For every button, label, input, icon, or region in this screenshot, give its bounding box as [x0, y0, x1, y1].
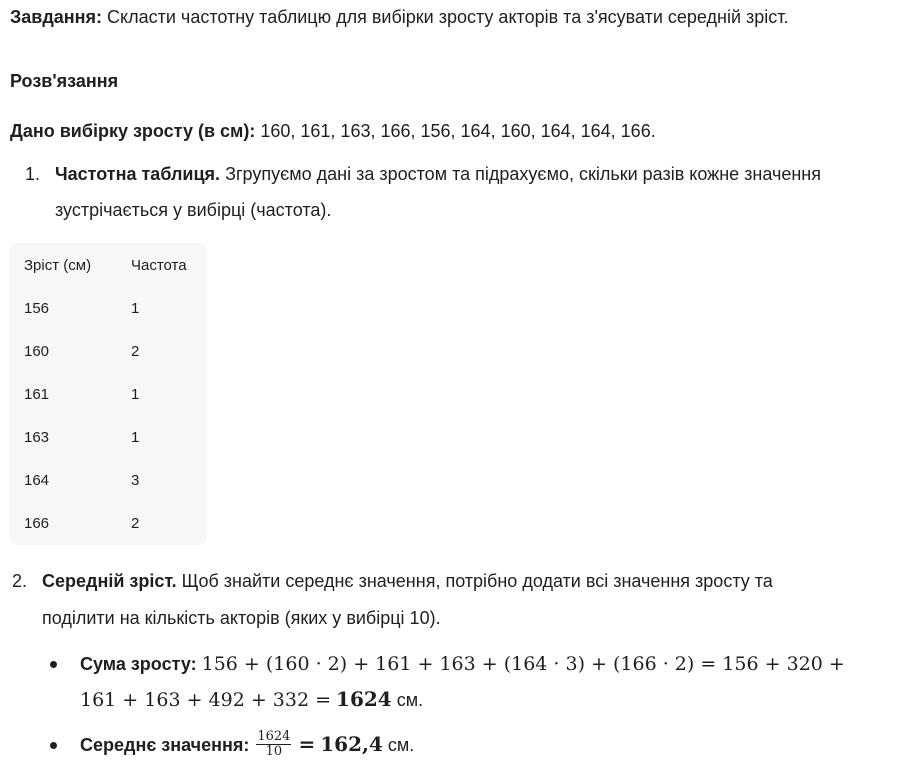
mean-equals: =: [298, 732, 316, 756]
table-cell-frequency: 3: [131, 472, 140, 489]
given-line: [10, 118, 656, 144]
step2-line1: [42, 568, 773, 594]
step2-text-1: Щоб знайти середнє значення, потрібно додати всі значення зросту та: [181, 571, 773, 591]
table-cell-height: 164: [24, 472, 50, 489]
sum-formula-2: 161 + 163 + 492 + 332 =: [80, 689, 332, 711]
table-cell-height: 160: [24, 343, 50, 360]
bullet-dot: [50, 661, 57, 668]
sum-label: Сума зросту:: [80, 654, 197, 674]
given-values: 160, 161, 163, 166, 156, 164, 160, 164, 164, 166.: [260, 121, 656, 141]
solution-heading: Розв'язання: [10, 71, 119, 91]
mean-result: 162,4: [320, 732, 383, 756]
step1-number: 1.: [25, 164, 41, 184]
table-cell-height: 166: [24, 515, 50, 532]
table-cell-frequency: 1: [131, 429, 140, 446]
table-cell-frequency: 1: [131, 386, 140, 403]
bullet-dot: [50, 742, 57, 749]
step2-text-2: поділити на кількість акторів (яких у вибірці 10).: [42, 608, 441, 628]
task-line: [10, 4, 789, 30]
frequency-table: [10, 243, 207, 545]
sum-line1: [80, 651, 845, 677]
table-cell-frequency: 2: [131, 515, 140, 532]
table-cell-frequency: 1: [131, 300, 140, 317]
task-text: Скласти частотну таблицю для вибірки зросту акторів та з'ясувати середній зріст.: [107, 7, 789, 27]
sum-result: 1624: [336, 687, 392, 711]
mean-fraction: [256, 730, 291, 759]
table-header-height: Зріст (см): [24, 257, 92, 274]
fraction-numerator: 1624: [257, 728, 291, 744]
step1-text-1: Згрупуємо дані за зростом та підрахуємо, скільки разів кожне значення: [225, 164, 821, 184]
step1-text-2: зустрічається у вибірці (частота).: [55, 200, 332, 220]
fraction-denominator: 10: [265, 743, 283, 759]
mean-label: Середнє значення:: [80, 735, 250, 755]
step2-title: Середній зріст.: [42, 571, 177, 591]
step1-title: Частотна таблиця.: [55, 164, 221, 184]
step2-number: 2.: [12, 571, 28, 591]
table-header-frequency: Частота: [131, 257, 187, 274]
mean-unit: см.: [387, 735, 415, 755]
sum-unit: см.: [396, 690, 424, 710]
task-label: Завдання:: [10, 7, 103, 27]
table-cell-height: 161: [24, 386, 50, 403]
table-cell-frequency: 2: [131, 343, 140, 360]
step1-line1: [55, 161, 821, 187]
mean-line: [80, 728, 415, 761]
sum-formula-1: 156 + (160 · 2) + 161 + 163 + (164 · 3) + (166 · 2) = 156 + 320 +: [201, 653, 845, 675]
given-label: Дано вибірку зросту (в см):: [10, 121, 256, 141]
table-cell-height: 163: [24, 429, 50, 446]
table-cell-height: 156: [24, 300, 50, 317]
sum-line2: [80, 686, 423, 713]
